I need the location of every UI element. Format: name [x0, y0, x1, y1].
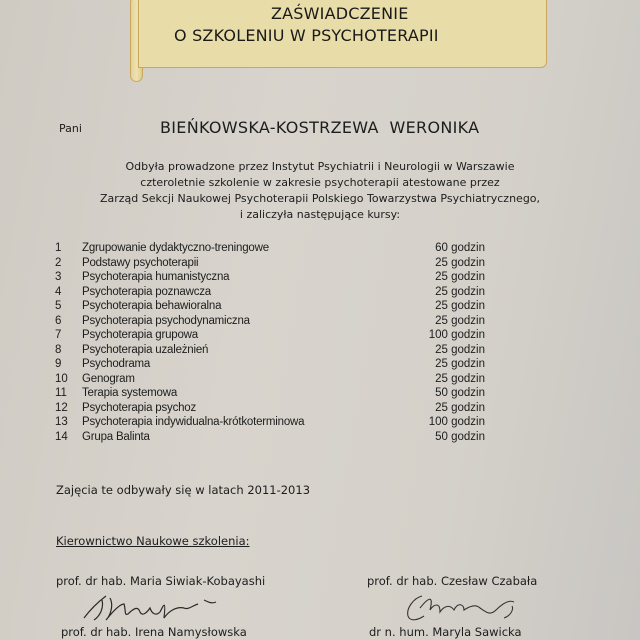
- course-number: 10: [55, 372, 68, 385]
- course-number: 3: [55, 271, 62, 283]
- signatory-right-top: prof. dr hab. Czesław Czabała: [367, 574, 538, 588]
- course-hours: 25 godzin: [435, 372, 485, 385]
- intro-line-4: i zaliczyła następujące kursy:: [239, 208, 401, 221]
- course-name: Psychoterapia grupowa: [82, 329, 198, 341]
- course-hours: 100 godzin: [428, 416, 485, 428]
- course-hours: 25 godzin: [435, 256, 485, 269]
- certificate-title: ZAŚWIADCZENIE: [271, 4, 409, 23]
- course-name: Psychoterapia humanistyczna: [82, 271, 230, 283]
- course-row: [55, 430, 485, 445]
- course-number: 11: [55, 387, 67, 399]
- leadership-label: Kierownictwo Naukowe szkolenia:: [56, 534, 250, 548]
- course-name: Psychoterapia behawioralna: [82, 300, 222, 312]
- course-name: Psychoterapia uzależnień: [82, 343, 209, 356]
- course-row: [55, 415, 485, 430]
- intro-line-2: czteroletnie szkolenie w zakresie psychoterapii atestowane przez: [140, 176, 500, 189]
- course-name: Psychodrama: [82, 358, 151, 370]
- course-row: [55, 357, 485, 372]
- course-hours: 50 godzin: [435, 430, 485, 443]
- course-name: Genogram: [82, 372, 135, 385]
- intro-line-1: Odbyła prowadzone przez Instytut Psychiatrii i Neurologii w Warszawie: [125, 160, 515, 173]
- signature-left: [80, 590, 230, 626]
- course-hours: 60 godzin: [435, 242, 485, 254]
- certificate-subtitle: O SZKOLENIU W PSYCHOTERAPII: [174, 26, 439, 45]
- course-hours: 100 godzin: [428, 329, 485, 341]
- course-hours: 25 godzin: [435, 271, 485, 283]
- course-hours: 25 godzin: [435, 285, 485, 298]
- signature-right: [400, 590, 530, 626]
- course-number: 9: [55, 358, 62, 370]
- course-name: Psychoterapia poznawcza: [82, 285, 212, 298]
- course-row: [55, 386, 485, 401]
- course-row: [55, 343, 485, 358]
- course-hours: 25 godzin: [435, 358, 485, 370]
- course-number: 4: [55, 285, 62, 298]
- course-row: [55, 299, 485, 314]
- course-number: 6: [55, 314, 62, 327]
- course-row: [55, 270, 485, 285]
- course-number: 8: [55, 343, 62, 356]
- course-row: [55, 372, 485, 387]
- course-name: Terapia systemowa: [82, 387, 178, 399]
- course-number: 2: [55, 256, 62, 269]
- training-years: Zajęcia te odbywały się w latach 2011-2013: [56, 483, 311, 497]
- course-row: [55, 241, 485, 256]
- course-name: Psychoterapia indywidualna-krótkoterminowa: [82, 416, 305, 428]
- course-number: 1: [55, 242, 62, 254]
- course-name: Grupa Balinta: [82, 430, 150, 443]
- course-hours: 25 godzin: [435, 314, 485, 327]
- course-row: [55, 314, 485, 329]
- course-hours: 25 godzin: [435, 300, 485, 312]
- signatory-right-bottom: dr n. hum. Maryla Sawicka: [369, 625, 522, 639]
- course-name: Psychoterapia psychodynamiczna: [82, 314, 250, 327]
- course-row: [55, 285, 485, 300]
- course-hours: 50 godzin: [435, 387, 485, 399]
- course-name: Podstawy psychoterapii: [82, 256, 199, 269]
- course-name: Zgrupowanie dydaktyczno-treningowe: [82, 242, 269, 254]
- recipient-name: BIEŃKOWSKA-KOSTRZEWA WERONIKA: [160, 118, 480, 137]
- course-number: 14: [55, 430, 68, 443]
- signatory-left-bottom: prof. dr hab. Irena Namysłowska: [61, 625, 247, 639]
- course-number: 13: [55, 416, 68, 428]
- course-row: [55, 401, 485, 416]
- course-list: [55, 241, 485, 444]
- salutation: Pani: [59, 122, 82, 135]
- course-hours: 25 godzin: [435, 343, 485, 356]
- course-hours: 25 godzin: [435, 401, 485, 414]
- course-number: 12: [55, 401, 68, 414]
- course-number: 5: [55, 300, 62, 312]
- signatory-left-top: prof. dr hab. Maria Siwiak-Kobayashi: [56, 574, 266, 588]
- course-row: [55, 256, 485, 271]
- course-number: 7: [55, 329, 62, 341]
- intro-line-3: Zarząd Sekcji Naukowej Psychoterapii Polskiego Towarzystwa Psychiatrycznego,: [99, 192, 541, 205]
- course-row: [55, 328, 485, 343]
- course-name: Psychoterapia psychoz: [82, 401, 197, 414]
